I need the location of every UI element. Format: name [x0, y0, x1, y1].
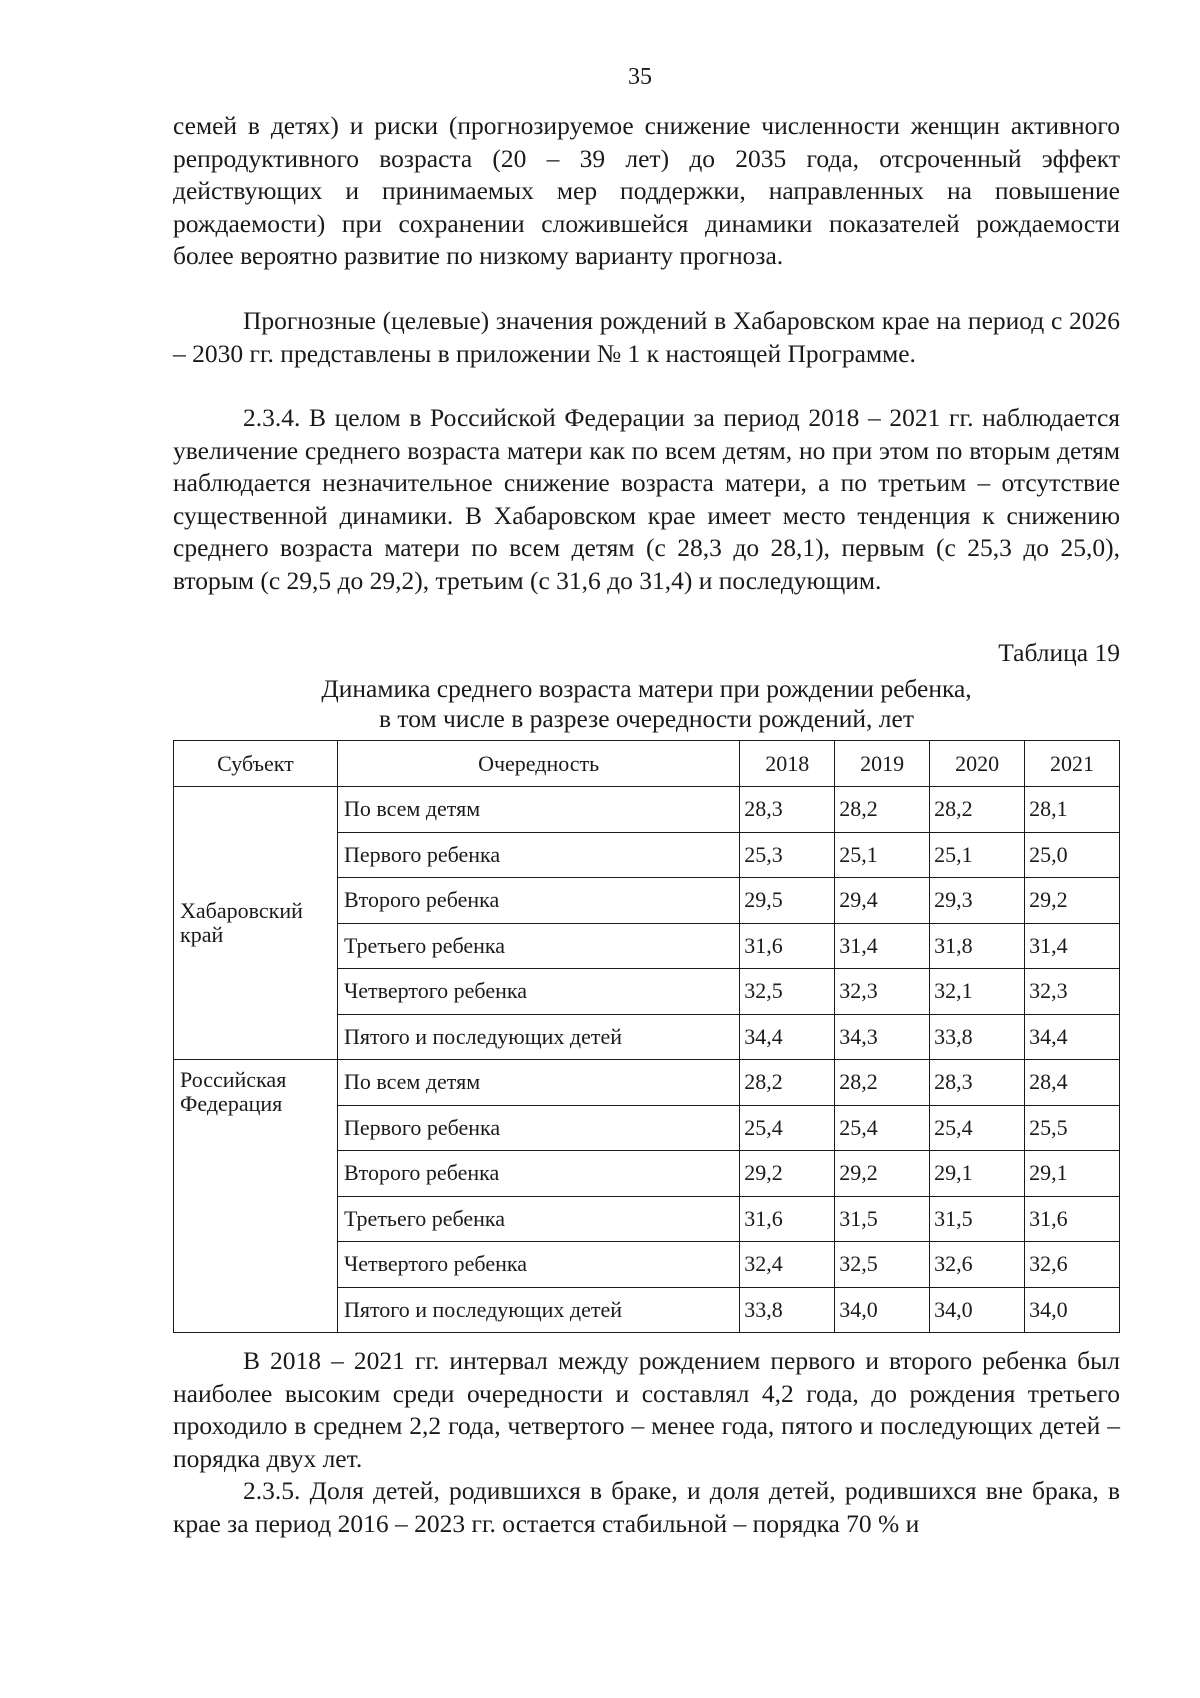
value-cell: 34,3: [835, 1014, 930, 1060]
value-cell: 29,5: [740, 878, 835, 924]
order-cell: Четвертого ребенка: [337, 969, 739, 1015]
subject-line: Федерация: [180, 1091, 283, 1116]
order-cell: Первого ребенка: [337, 832, 739, 878]
value-cell: 31,6: [740, 1196, 835, 1242]
table-header-row: [174, 741, 1120, 787]
value-cell: 34,4: [740, 1014, 835, 1060]
table-row: [174, 1060, 1120, 1106]
subject-cell-khabarovsk: [174, 787, 338, 1060]
value-cell: 31,4: [835, 923, 930, 969]
order-cell: Второго ребенка: [337, 878, 739, 924]
paragraph-text: В 2018 – 2021 гг. интервал между рождением первого и второго ребенка был наиболее высоким среди очередности и составлял 4,2 года, до рождения третьего проходило в среднем 2,2 года, четвертого – менее года, пятого и последующих детей – порядка двух лет.: [173, 1346, 1120, 1473]
value-cell: 28,2: [835, 787, 930, 833]
value-cell: 32,1: [930, 969, 1025, 1015]
paragraph-text: семей в детях) и риски (прогнозируемое снижение численности женщин активного репродуктивного возраста (20 – 39 лет) до 2035 года, отсроченный эффект действующих и принимаемых мер поддержки, направленных на повышение рождаемости) при сохранении сложившейся динамики показателей рождаемости более вероятно развитие по низкому варианту прогноза.: [173, 111, 1120, 270]
value-cell: 29,3: [930, 878, 1025, 924]
subject-line: край: [180, 922, 224, 947]
value-cell: 32,6: [1025, 1242, 1120, 1288]
value-cell: 34,0: [930, 1287, 1025, 1333]
value-cell: 25,1: [835, 832, 930, 878]
value-cell: 25,4: [930, 1105, 1025, 1151]
value-cell: 31,4: [1025, 923, 1120, 969]
value-cell: 25,4: [835, 1105, 930, 1151]
header-year: 2019: [835, 741, 930, 787]
value-cell: 25,1: [930, 832, 1025, 878]
page-number: 35: [628, 64, 652, 90]
value-cell: 32,3: [1025, 969, 1120, 1015]
order-cell: Третьего ребенка: [337, 923, 739, 969]
value-cell: 28,2: [835, 1060, 930, 1106]
order-cell: Пятого и последующих детей: [337, 1014, 739, 1060]
value-cell: 25,3: [740, 832, 835, 878]
order-cell: Четвертого ребенка: [337, 1242, 739, 1288]
value-cell: 29,2: [1025, 878, 1120, 924]
value-cell: 29,1: [1025, 1151, 1120, 1197]
table-label: Таблица 19: [998, 638, 1120, 667]
subject-cell-russia: [174, 1060, 338, 1333]
header-year: 2021: [1025, 741, 1120, 787]
order-cell: Пятого и последующих детей: [337, 1287, 739, 1333]
value-cell: 32,3: [835, 969, 930, 1015]
table-caption-line: Динамика среднего возраста матери при рождении ребенка,: [321, 674, 972, 703]
value-cell: 28,2: [740, 1060, 835, 1106]
value-cell: 31,5: [930, 1196, 1025, 1242]
value-cell: 29,1: [930, 1151, 1025, 1197]
value-cell: 28,2: [930, 787, 1025, 833]
paragraph-text: Прогнозные (целевые) значения рождений в Хабаровском крае на период с 2026 – 2030 гг. представлены в приложении № 1 к настоящей Программе.: [173, 306, 1120, 368]
value-cell: 32,5: [740, 969, 835, 1015]
value-cell: 28,4: [1025, 1060, 1120, 1106]
value-cell: 32,5: [835, 1242, 930, 1288]
header-year: 2018: [740, 741, 835, 787]
value-cell: 31,5: [835, 1196, 930, 1242]
paragraph-text: 2.3.5. Доля детей, родившихся в браке, и доля детей, родившихся вне брака, в крае за период 2016 – 2023 гг. остается стабильной – порядка 70 % и: [173, 1476, 1120, 1538]
value-cell: 25,4: [740, 1105, 835, 1151]
paragraph-risks: [173, 110, 1120, 273]
value-cell: 28,3: [930, 1060, 1025, 1106]
value-cell: 31,6: [740, 923, 835, 969]
header-subject: Субъект: [174, 741, 338, 787]
order-cell: По всем детям: [337, 787, 739, 833]
order-cell: По всем детям: [337, 1060, 739, 1106]
value-cell: 32,6: [930, 1242, 1025, 1288]
header-order: Очередность: [337, 741, 739, 787]
value-cell: 28,1: [1025, 787, 1120, 833]
value-cell: 34,0: [1025, 1287, 1120, 1333]
subject-line: Российская: [180, 1067, 287, 1092]
value-cell: 29,2: [835, 1151, 930, 1197]
paragraph-forecast: [173, 305, 1120, 370]
value-cell: 34,4: [1025, 1014, 1120, 1060]
value-cell: 34,0: [835, 1287, 930, 1333]
paragraph-2-3-5: [173, 1475, 1120, 1540]
table-caption-line: в том числе в разрезе очередности рождений, лет: [378, 704, 914, 733]
header-year: 2020: [930, 741, 1025, 787]
paragraph-intervals: [173, 1345, 1120, 1475]
order-cell: Третьего ребенка: [337, 1196, 739, 1242]
paragraph-2-3-4: [173, 402, 1120, 597]
value-cell: 29,2: [740, 1151, 835, 1197]
order-cell: Второго ребенка: [337, 1151, 739, 1197]
subject-line: Хабаровский: [180, 898, 303, 923]
value-cell: 29,4: [835, 878, 930, 924]
value-cell: 25,0: [1025, 832, 1120, 878]
table-caption: [173, 674, 1120, 734]
paragraph-text: 2.3.4. В целом в Российской Федерации за период 2018 – 2021 гг. наблюдается увеличение среднего возраста матери как по всем детям, но при этом по вторым детям наблюдается незначительное снижение возраста матери, а по третьим – отсутствие существенной динамики. В Хабаровском крае имеет место тенденция к снижению среднего возраста матери по всем детям (с 28,3 до 28,1), первым (с 25,3 до 25,0), вторым (с 29,5 до 29,2), третьим (с 31,6 до 31,4) и последующим.: [173, 403, 1120, 595]
value-cell: 25,5: [1025, 1105, 1120, 1151]
value-cell: 31,8: [930, 923, 1025, 969]
order-cell: Первого ребенка: [337, 1105, 739, 1151]
table-row: [174, 787, 1120, 833]
value-cell: 32,4: [740, 1242, 835, 1288]
mother-age-table: [173, 740, 1120, 1333]
value-cell: 31,6: [1025, 1196, 1120, 1242]
value-cell: 33,8: [740, 1287, 835, 1333]
value-cell: 33,8: [930, 1014, 1025, 1060]
value-cell: 28,3: [740, 787, 835, 833]
